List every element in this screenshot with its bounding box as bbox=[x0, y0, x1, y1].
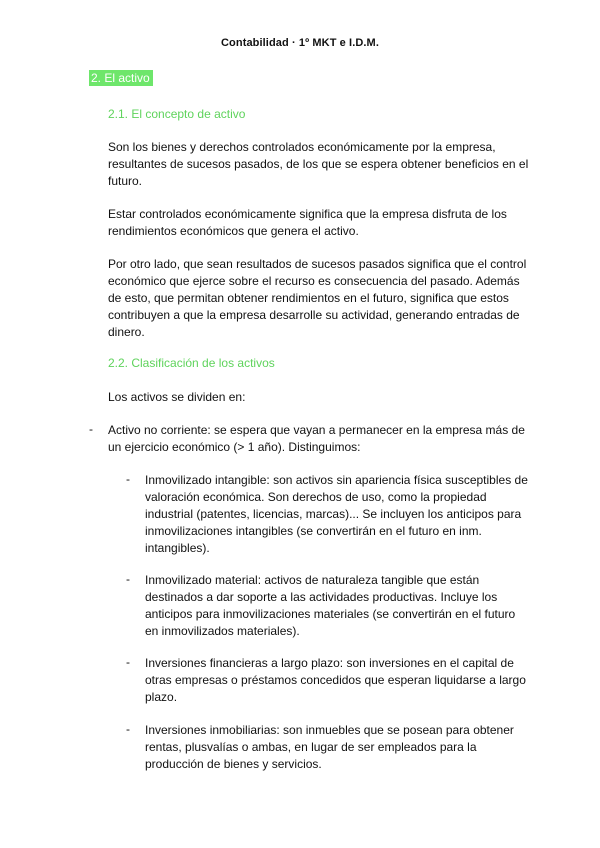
paragraph-past-events: Por otro lado, que sean resultados de sucesos pasados significa que el control económico que ejerce sobre el recurso es consecuencia del pasado. Además de esto, que permitan obtener rendimientos en el futuro, significa que estos contribuyen a que la empresa desarrolle su actividad, generando entradas de dinero. bbox=[108, 257, 527, 339]
list-item-noncurrent: Activo no corriente: se espera que vayan a permanecer en la empresa más de un ejercicio económico (> 1 año). Distinguimos: bbox=[108, 423, 525, 454]
paragraph-intro: Los activos se dividen en: bbox=[108, 390, 246, 404]
list-item-intangible: Inmovilizado intangible: son activos sin apariencia física susceptibles de valoración económica. Son derechos de uso, como la propiedad industrial (patentes, licencias, marcas)... Se incluyen los anticipos para inmovilizaciones intangibles (se convertirán en el futuro en inm. intangibles). bbox=[145, 473, 528, 555]
page-header: Contabilidad · 1º MKT e I.D.M. bbox=[221, 37, 379, 49]
subsection-heading-classification: 2.2. Clasificación de los activos bbox=[108, 356, 275, 370]
section-heading: 2. El activo bbox=[89, 70, 153, 86]
list-dash: - bbox=[126, 572, 130, 586]
list-dash: - bbox=[126, 472, 130, 486]
list-item-financial: Inversiones financieras a largo plazo: son inversiones en el capital de otras empresas o préstamos concedidos que esperan liquidarse a largo plazo. bbox=[145, 656, 526, 704]
paragraph-definition: Son los bienes y derechos controlados económicamente por la empresa, resultantes de sucesos pasados, de los que se espera obtener beneficios en el futuro. bbox=[108, 140, 529, 188]
list-dash: - bbox=[89, 422, 93, 436]
list-dash: - bbox=[126, 722, 130, 736]
list-item-real-estate: Inversiones inmobiliarias: son inmuebles que se posean para obtener rentas, plusvalías o ambas, en lugar de ser empleados para la producción de bienes y servicios. bbox=[145, 723, 514, 771]
paragraph-controlled: Estar controlados económicamente significa que la empresa disfruta de los rendimientos económicos que genera el activo. bbox=[108, 207, 507, 238]
subsection-heading-concept: 2.1. El concepto de activo bbox=[108, 107, 246, 121]
list-item-material: Inmovilizado material: activos de naturaleza tangible que están destinados a dar soporte a las actividades productivas. Incluye los anticipos para inmovilizaciones materiales (se convertirán en el futuro en inmovilizados materiales). bbox=[145, 573, 516, 638]
list-dash: - bbox=[126, 655, 130, 669]
